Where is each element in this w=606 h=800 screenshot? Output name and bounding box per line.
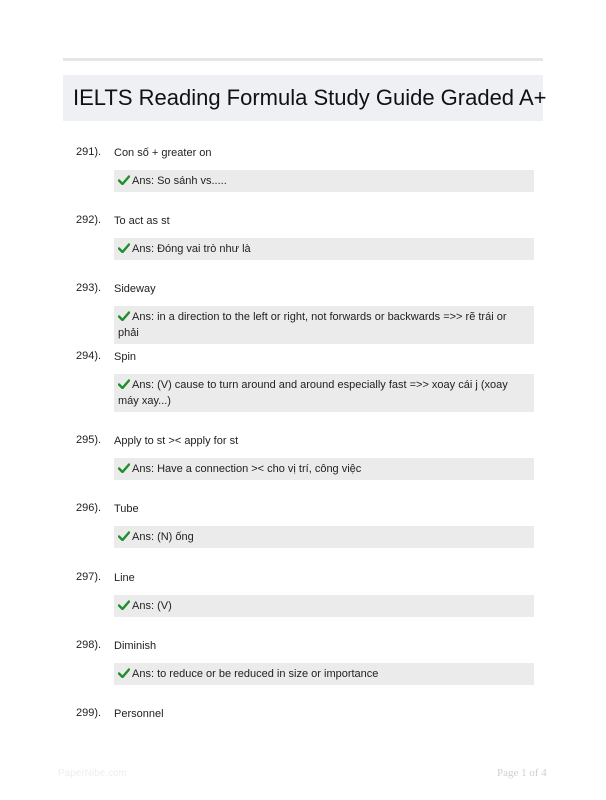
page-number: Page 1 of 4 — [497, 767, 547, 779]
answer-box — [114, 374, 534, 412]
answer-text: Ans: in a direction to the left or right, not forwards or backwards =>> rẽ trái or phải — [118, 311, 507, 339]
top-rule — [63, 58, 543, 61]
answer-text: Ans: So sánh vs..... — [132, 175, 227, 187]
question-number: 297). — [76, 571, 102, 583]
question-text: Line — [114, 572, 135, 584]
answer-text: Ans: (V) cause to turn around and around especially fast =>> xoay cái j (xoay máy xay...) — [118, 379, 508, 407]
checkmark-icon — [118, 463, 130, 473]
answer-box — [114, 306, 534, 344]
answer-box — [114, 595, 534, 617]
question-number: 292). — [76, 214, 102, 226]
question-text: Diminish — [114, 640, 157, 652]
question-text: Sideway — [114, 283, 156, 295]
question-text: Personnel — [114, 708, 164, 720]
answer-text: Ans: Đóng vai trò như là — [132, 243, 251, 255]
answer-text: Ans: Have a connection >< cho vị trí, công việc — [132, 463, 362, 475]
checkmark-icon — [118, 311, 130, 321]
answer-text: Ans: (N) ống — [132, 531, 194, 543]
answer-box — [114, 238, 534, 260]
question-text: Apply to st >< apply for st — [114, 435, 239, 447]
checkmark-icon — [118, 175, 130, 185]
answer-box — [114, 663, 534, 685]
checkmark-icon — [118, 243, 130, 253]
question-number: 299). — [76, 707, 102, 719]
question-number: 298). — [76, 639, 102, 651]
page-title: IELTS Reading Formula Study Guide Graded A+ — [73, 85, 547, 110]
title-box — [63, 75, 547, 121]
checkmark-icon — [118, 379, 130, 389]
answer-box — [114, 170, 534, 192]
answer-box — [114, 458, 534, 480]
answer-text: Ans: (V) — [132, 600, 172, 612]
question-text: Spin — [114, 351, 137, 363]
answer-box — [114, 526, 534, 548]
question-number: 294). — [76, 350, 102, 362]
footer-watermark: PaperNibe.com — [58, 768, 127, 779]
answer-text: Ans: to reduce or be reduced in size or importance — [132, 668, 379, 680]
question-text: To act as st — [114, 215, 170, 227]
question-text: Tube — [114, 503, 139, 515]
question-number: 295). — [76, 434, 102, 446]
checkmark-icon — [118, 531, 130, 541]
question-number: 293). — [76, 282, 102, 294]
checkmark-icon — [118, 668, 130, 678]
question-number: 296). — [76, 502, 102, 514]
checkmark-icon — [118, 600, 130, 610]
question-number: 291). — [76, 146, 102, 158]
question-text: Con số + greater on — [114, 147, 212, 159]
